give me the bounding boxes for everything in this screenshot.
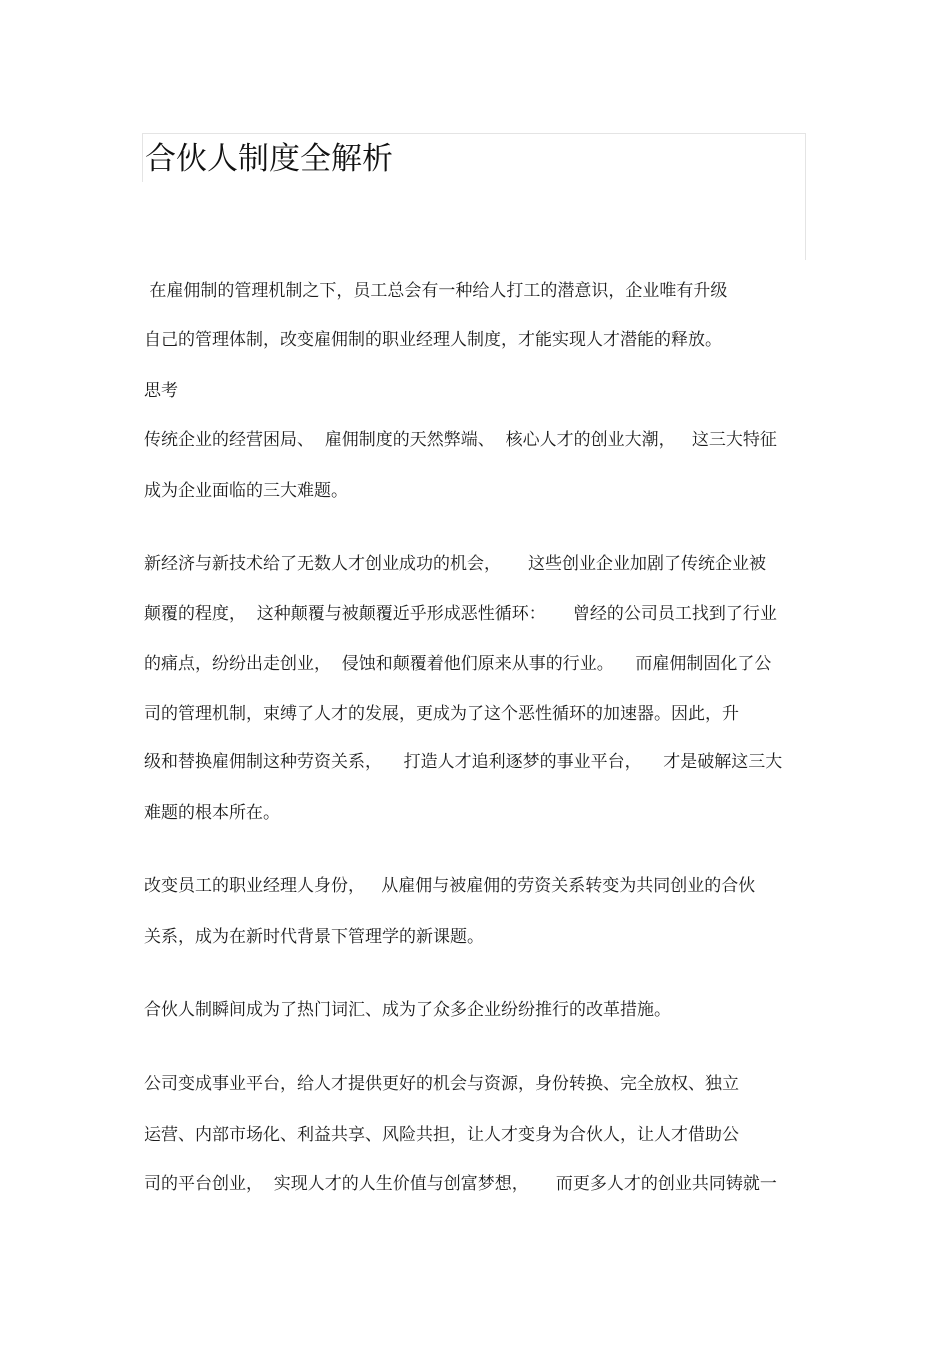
paragraph-line: 自己的管理体制，改变雇佣制的职业经理人制度，才能实现人才潜能的释放。 [144,330,722,350]
section-heading: 思考 [144,381,178,401]
paragraph-line: 合伙人制瞬间成为了热门词汇、成为了众多企业纷纷推行的改革措施。 [144,1000,671,1020]
paragraph-line: 新经济与新技术给了无数人才创业成功的机会， 这些创业企业加剧了传统企业被 [144,554,767,574]
paragraph-line: 运营、内部市场化、利益共享、风险共担，让人才变身为合伙人，让人才借助公 [144,1125,739,1145]
title-frame-rule [142,134,143,182]
paragraph-line: 颠覆的程度， 这种颠覆与被颠覆近乎形成恶性循环： 曾经的公司员工找到了行业 [144,604,777,624]
paragraph-line: 公司变成事业平台，给人才提供更好的机会与资源，身份转换、完全放权、独立 [144,1074,739,1094]
paragraph-line: 司的管理机制，束缚了人才的发展，更成为了这个恶性循环的加速器。因此，升 [144,704,739,724]
paragraph-line: 成为企业面临的三大难题。 [144,481,348,501]
paragraph-line: 关系，成为在新时代背景下管理学的新课题。 [144,927,484,947]
paragraph-line: 传统企业的经营困局、 雇佣制度的天然弊端、 核心人才的创业大潮， 这三大特征 [144,430,777,450]
paragraph-line: 难题的根本所在。 [144,803,280,823]
paragraph-line: 级和替换雇佣制这种劳资关系， 打造人才追利逐梦的事业平台， 才是破解这三大 [144,752,783,772]
paragraph-line: 司的平台创业， 实现人才的人生价值与创富梦想， 而更多人才的创业共同铸就一 [144,1174,777,1194]
document-title: 合伙人制度全解析 [145,141,393,177]
paragraph-line: 改变员工的职业经理人身份， 从雇佣与被雇佣的劳资关系转变为共同创业的合伙 [144,876,756,896]
paragraph-line: 的痛点，纷纷出走创业， 侵蚀和颠覆着他们原来从事的行业。 而雇佣制固化了公 [144,654,772,674]
paragraph-line: 在雇佣制的管理机制之下，员工总会有一种给人打工的潜意识，企业唯有升级 [144,281,728,301]
